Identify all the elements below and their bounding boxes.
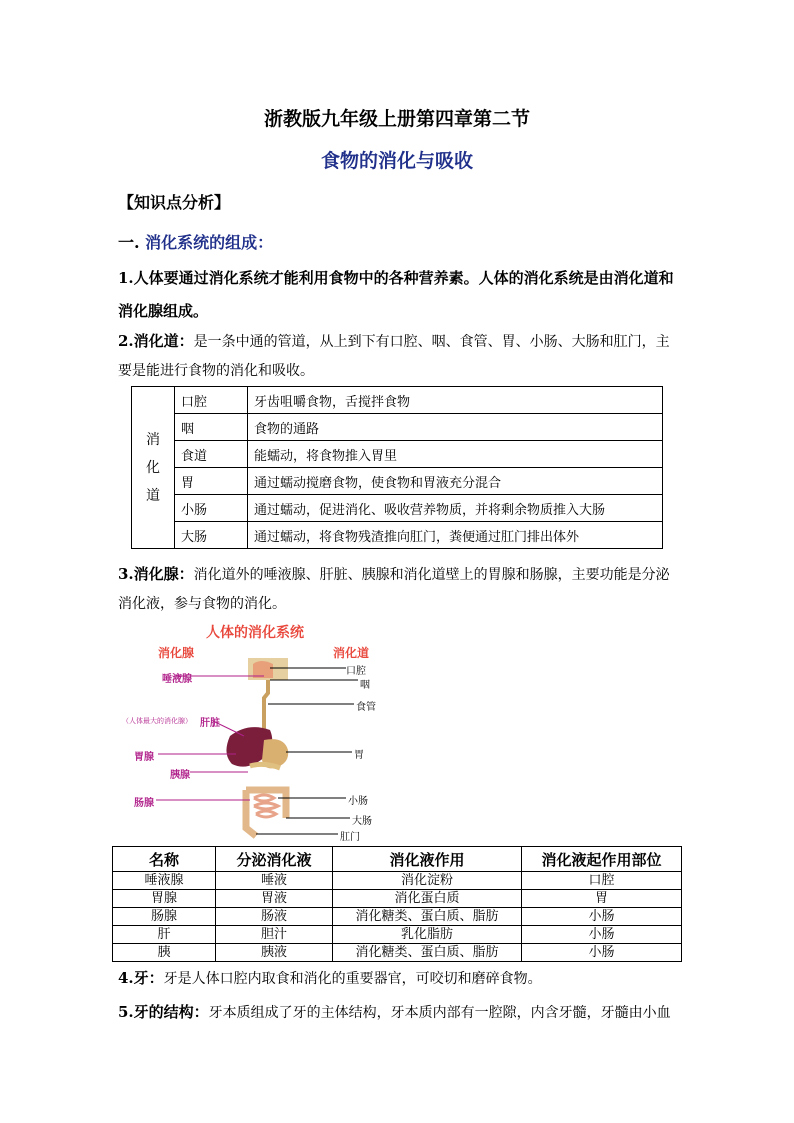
paragraph-4 [118,964,680,994]
organ-cell: 口腔 [175,387,248,414]
table-row [113,908,682,926]
label-gastric-gland: 胃腺 [134,752,154,763]
desc-cell: 能蠕动，将食物推入胃里 [248,441,663,468]
document-subtitle: 食物的消化与吸收 [320,150,473,172]
table-cell: 肠液 [216,908,333,926]
digestive-glands-table [112,846,682,962]
paragraph-5-text: 牙本质组成了牙的主体结构，牙本质内部有一腔隙，内含牙髓，牙髓由小血 [208,1005,671,1021]
small-intestine-shape [254,795,278,817]
table-row [113,944,682,962]
digestive-system-diagram [118,618,408,842]
heading-digestive-system [118,230,273,253]
table-cell: 小肠 [522,926,682,944]
heading-number: 一. [118,233,140,252]
column-header: 消化液起作用部位 [522,847,682,872]
desc-cell: 通过蠕动搅磨食物，使食物和胃液充分混合 [248,468,663,495]
pancreas-shape [250,764,280,768]
label-small-intestine: 小肠 [348,796,368,807]
paragraph-3-text: 消化道外的唾液腺、肝脏、胰腺和消化道壁上的胃腺和肠腺，主要功能是分泌消化液，参与食物的消化。 [118,567,670,612]
diagram-right-header: 消化道 [333,646,370,660]
organ-cell: 胃 [175,468,248,495]
column-header: 分泌消化液 [216,847,333,872]
desc-cell: 食物的通路 [248,414,663,441]
section-tag: 【知识点分析】 [118,193,231,212]
desc-cell: 通过蠕动，将食物残渣推向肛门，粪便通过肛门排出体外 [248,522,663,549]
table-row [113,872,682,890]
paragraph-4-label: 4.牙： [118,969,164,987]
paragraph-5 [118,998,680,1028]
table-cell: 胆汁 [216,926,333,944]
table-cell: 肝 [113,926,216,944]
table-cell: 唾液 [216,872,333,890]
table-row [113,890,682,908]
label-liver: 肝脏 [200,718,220,729]
paragraph-5-label: 5.牙的结构： [118,1003,209,1021]
paragraph-2-label: 2.消化道： [118,332,194,350]
paragraph-1: 1.人体要通过消化系统才能利用食物中的各种营养素。人体的消化系统是由消化道和消化腺组成。 [118,269,674,320]
table-cell: 胃液 [216,890,333,908]
paragraph-2 [118,327,680,386]
tract-group-label [132,387,175,549]
table-cell: 乳化脂肪 [333,926,522,944]
table-cell: 消化糖类、蛋白质、脂肪 [333,944,522,962]
table-row [132,468,663,495]
desc-cell: 牙齿咀嚼食物，舌搅拌食物 [248,387,663,414]
table-row [113,926,682,944]
paragraph-3-label: 3.消化腺： [118,565,194,583]
table-cell: 口腔 [522,872,682,890]
label-pancreas: 胰腺 [170,770,190,781]
organ-cell: 咽 [175,414,248,441]
table-cell: 消化蛋白质 [333,890,522,908]
mouth-shape [253,661,273,678]
large-intestine-shape [246,790,286,836]
table-cell: 胃腺 [113,890,216,908]
table-row [132,441,663,468]
diagram-title: 人体的消化系统 [206,625,304,641]
digestive-tract-table [131,386,663,549]
paragraph-2-text: 是一条中通的管道，从上到下有口腔、咽、食管、胃、小肠、大肠和肛门，主要是能进行食物的消化和吸收。 [118,334,670,379]
tract-group-text: 消化道 [146,431,160,504]
organ-cell: 小肠 [175,495,248,522]
table-row [132,495,663,522]
table-row [132,414,663,441]
label-esophagus: 食管 [356,702,376,713]
organ-cell: 大肠 [175,522,248,549]
label-intestinal-gland: 肠腺 [134,798,154,809]
table-cell: 小肠 [522,908,682,926]
table-cell: 肠腺 [113,908,216,926]
table-row [132,387,663,414]
paragraph-4-text: 牙是人体口腔内取食和消化的重要器官，可咬切和磨碎食物。 [163,971,542,987]
table-cell: 小肠 [522,944,682,962]
column-header: 名称 [113,847,216,872]
table-cell: 胃 [522,890,682,908]
column-header: 消化液作用 [333,847,522,872]
table-row [132,522,663,549]
digestive-organs-illustration [118,618,408,842]
label-saliva-gland: 唾液腺 [162,674,192,685]
document-title: 浙教版九年级上册第四章第二节 [263,108,530,130]
heading-text: 消化系统的组成： [145,233,274,252]
table-cell: 胰 [113,944,216,962]
table-cell: 唾液腺 [113,872,216,890]
label-liver-note: （人体最大的消化腺） [122,717,192,725]
label-anus: 肛门 [340,832,360,843]
table-header-row [113,847,682,872]
label-large-intestine: 大肠 [352,816,372,827]
organ-cell: 食道 [175,441,248,468]
label-pharynx: 咽 [360,680,370,691]
diagram-left-header: 消化腺 [158,646,195,660]
table-cell: 胰液 [216,944,333,962]
paragraph-3 [118,560,680,619]
label-mouth: 口腔 [346,666,366,677]
label-stomach: 胃 [354,750,364,761]
table-cell: 消化淀粉 [333,872,522,890]
table-cell: 消化糖类、蛋白质、脂肪 [333,908,522,926]
desc-cell: 通过蠕动，促进消化、吸收营养物质，并将剩余物质推入大肠 [248,495,663,522]
